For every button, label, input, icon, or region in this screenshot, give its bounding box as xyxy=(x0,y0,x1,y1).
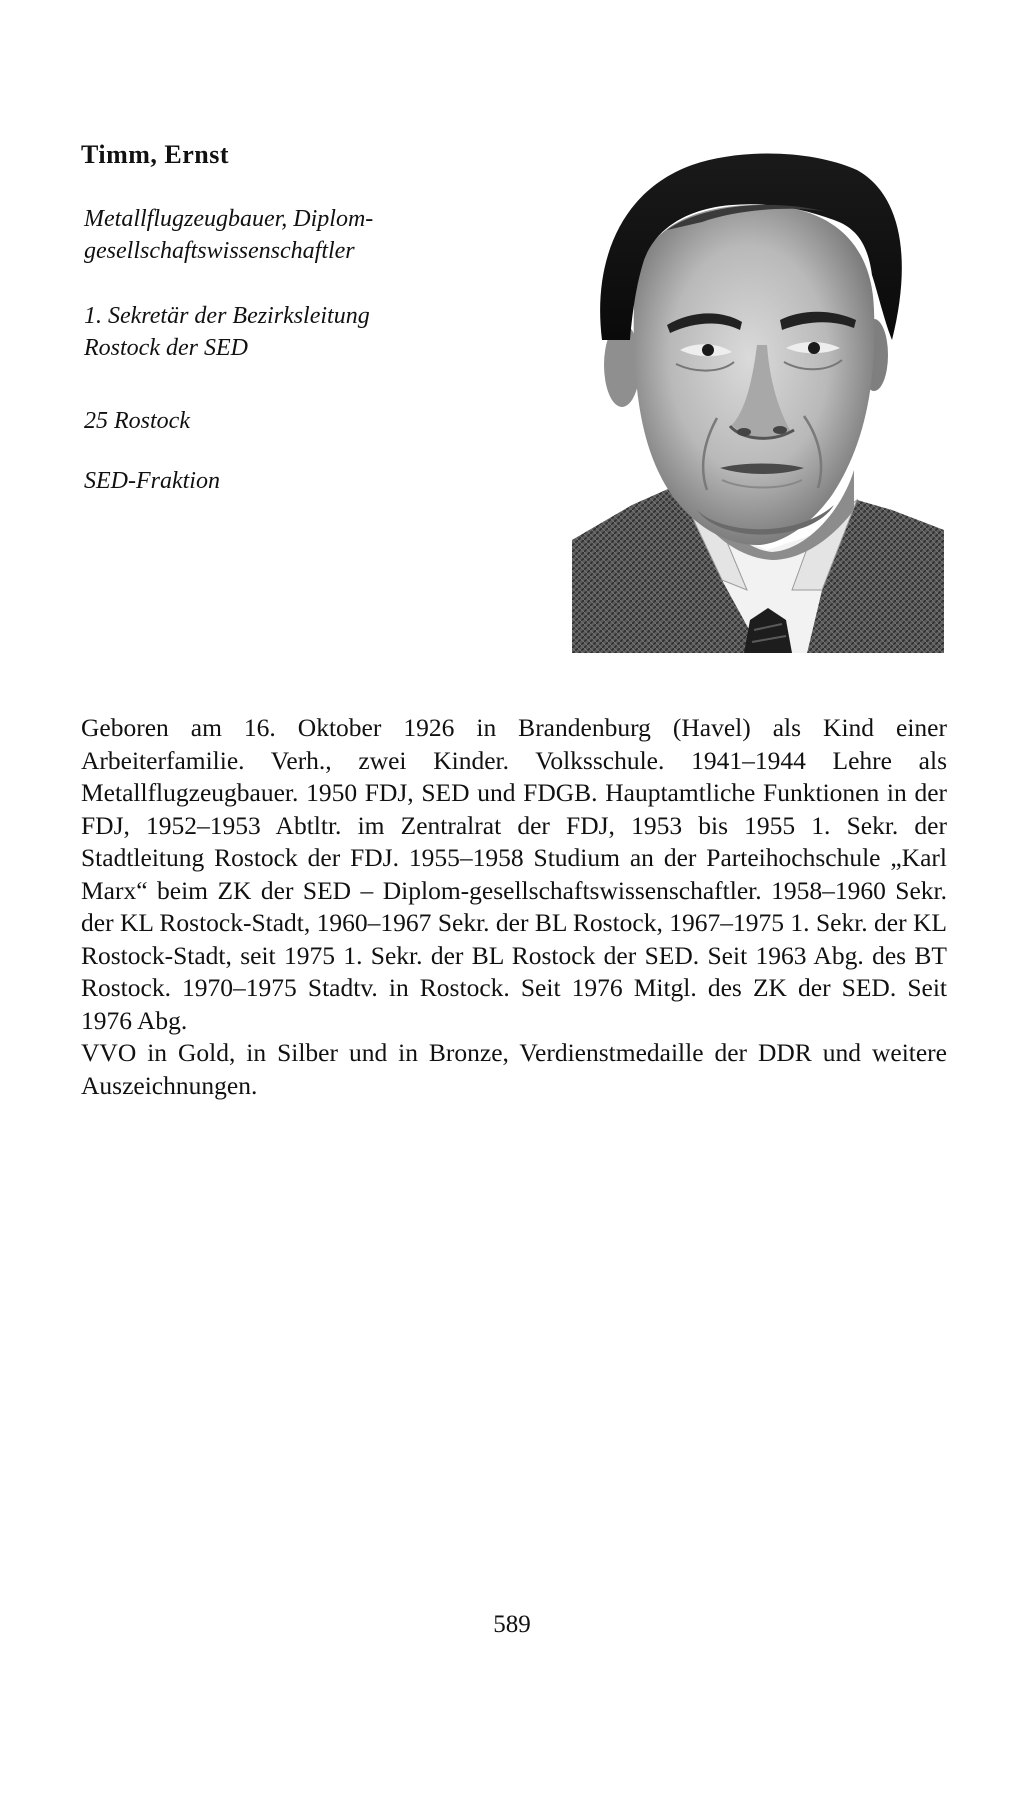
biography-text: Geboren am 16. Oktober 1926 in Brandenburg (Havel) als Kind einer Arbeiterfamilie. Verh., zwei Kinder. Volksschule. 1941–1944 Lehre als Metallflugzeugbauer. 1950 FDJ, SED und FDGB. Hauptamtliche Funktionen in der FDJ, 1952–1953 Abtltr. im Zentralrat der FDJ, 1953 bis 1955 1. Sekr. der Stadtleitung Rostock der FDJ. 1955–1958 Studium an der Parteihochschule „Karl Marx“ beim ZK der SED – Diplom-gesellschaftswissenschaftler. 1958–1960 Sekr. der KL Rostock-Stadt, 1960–1967 Sekr. der BL Rostock, 1967–1975 1. Sekr. der KL Rostock-Stadt, seit 1975 1. Sekr. der BL Rostock der SED. Seit 1963 Abg. des BT Rostock. 1970–1975 Stadtv. in Rostock. Seit 1976 Mitgl. des ZK der SED. Seit 1976 Abg. xyxy=(81,713,947,1035)
entry-position: 1. Sekretär der Bezirksleitung Rostock der SED xyxy=(84,303,370,361)
page-number: 589 xyxy=(493,1611,531,1638)
biography xyxy=(81,712,947,1102)
entry-city: 25 Rostock xyxy=(84,408,190,434)
portrait-photo xyxy=(572,150,944,653)
entry-occupation: Metallflugzeugbauer, Diplom-gesellschaftswissenschaftler xyxy=(84,206,374,264)
entry-name: Timm, Ernst xyxy=(81,140,230,169)
biography-awards: VVO in Gold, in Silber und in Bronze, Verdienstmedaille der DDR und weitere Auszeichnungen. xyxy=(81,1038,947,1100)
entry-faction: SED-Fraktion xyxy=(84,468,220,494)
